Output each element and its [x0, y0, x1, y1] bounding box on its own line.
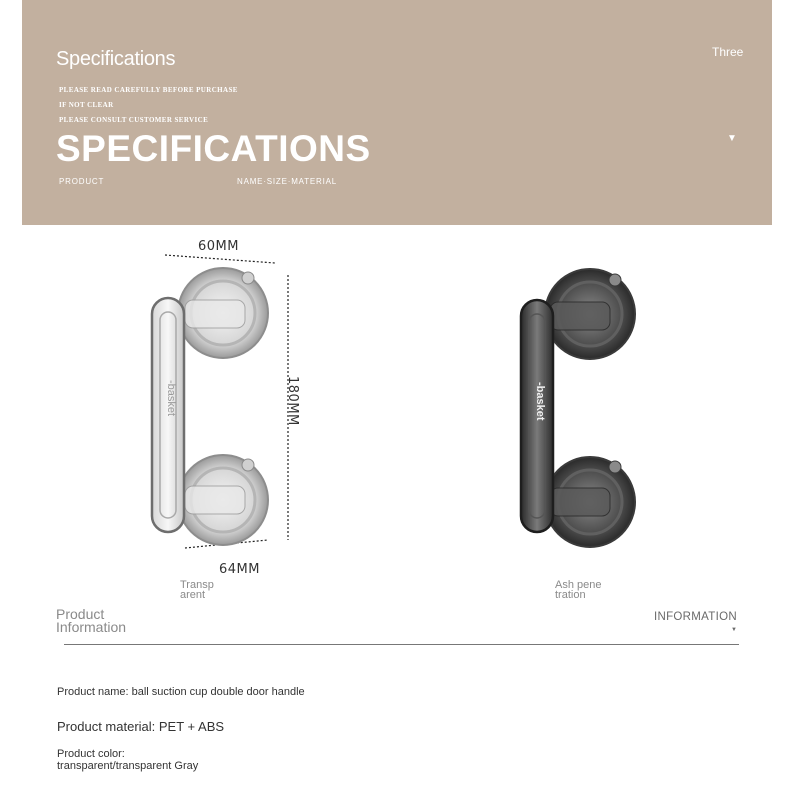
product-name: Product name: ball suction cup double door handle	[57, 686, 305, 698]
banner-title: Specifications	[56, 48, 176, 70]
divider	[64, 644, 739, 645]
variant-caption-ash: Ash penetration	[555, 579, 602, 601]
banner-sub-right: NAME·SIZE·MATERIAL	[237, 177, 338, 186]
information-label: INFORMATION	[654, 611, 737, 623]
transparent-handle-brand-mark: -basket	[165, 380, 177, 417]
product-information-heading: Product Information	[56, 606, 127, 635]
product-material: Product material: PET + ABS	[57, 719, 225, 734]
height-label: 180MM	[285, 376, 300, 426]
banner-note-3: PLEASE CONSULT CUSTOMER SERVICE	[59, 116, 209, 124]
banner-sub-left: PRODUCT	[59, 177, 105, 186]
banner-big-title: SPECIFICATIONS	[56, 128, 371, 169]
banner-arrow-icon: ▼	[727, 133, 737, 144]
bottom-width-label: 64MM	[219, 562, 260, 577]
banner-note-1: PLEASE READ CAREFULLY BEFORE PURCHASE	[59, 86, 238, 94]
gray-handle-brand-mark: -basket	[534, 382, 546, 421]
section-number: Three	[712, 45, 744, 59]
transparent-handle-image	[140, 230, 300, 560]
top-width-label: 60MM	[198, 239, 239, 254]
product-color-value: transparent/transparent Gray	[57, 760, 199, 772]
banner-note-2: IF NOT CLEAR	[59, 101, 114, 109]
specifications-banner	[22, 0, 772, 225]
information-arrow-icon: ▼	[731, 627, 737, 633]
product-color-label: Product color:	[57, 748, 125, 760]
variant-caption-transparent: Transparent	[180, 579, 214, 601]
gray-handle-image	[515, 262, 645, 557]
